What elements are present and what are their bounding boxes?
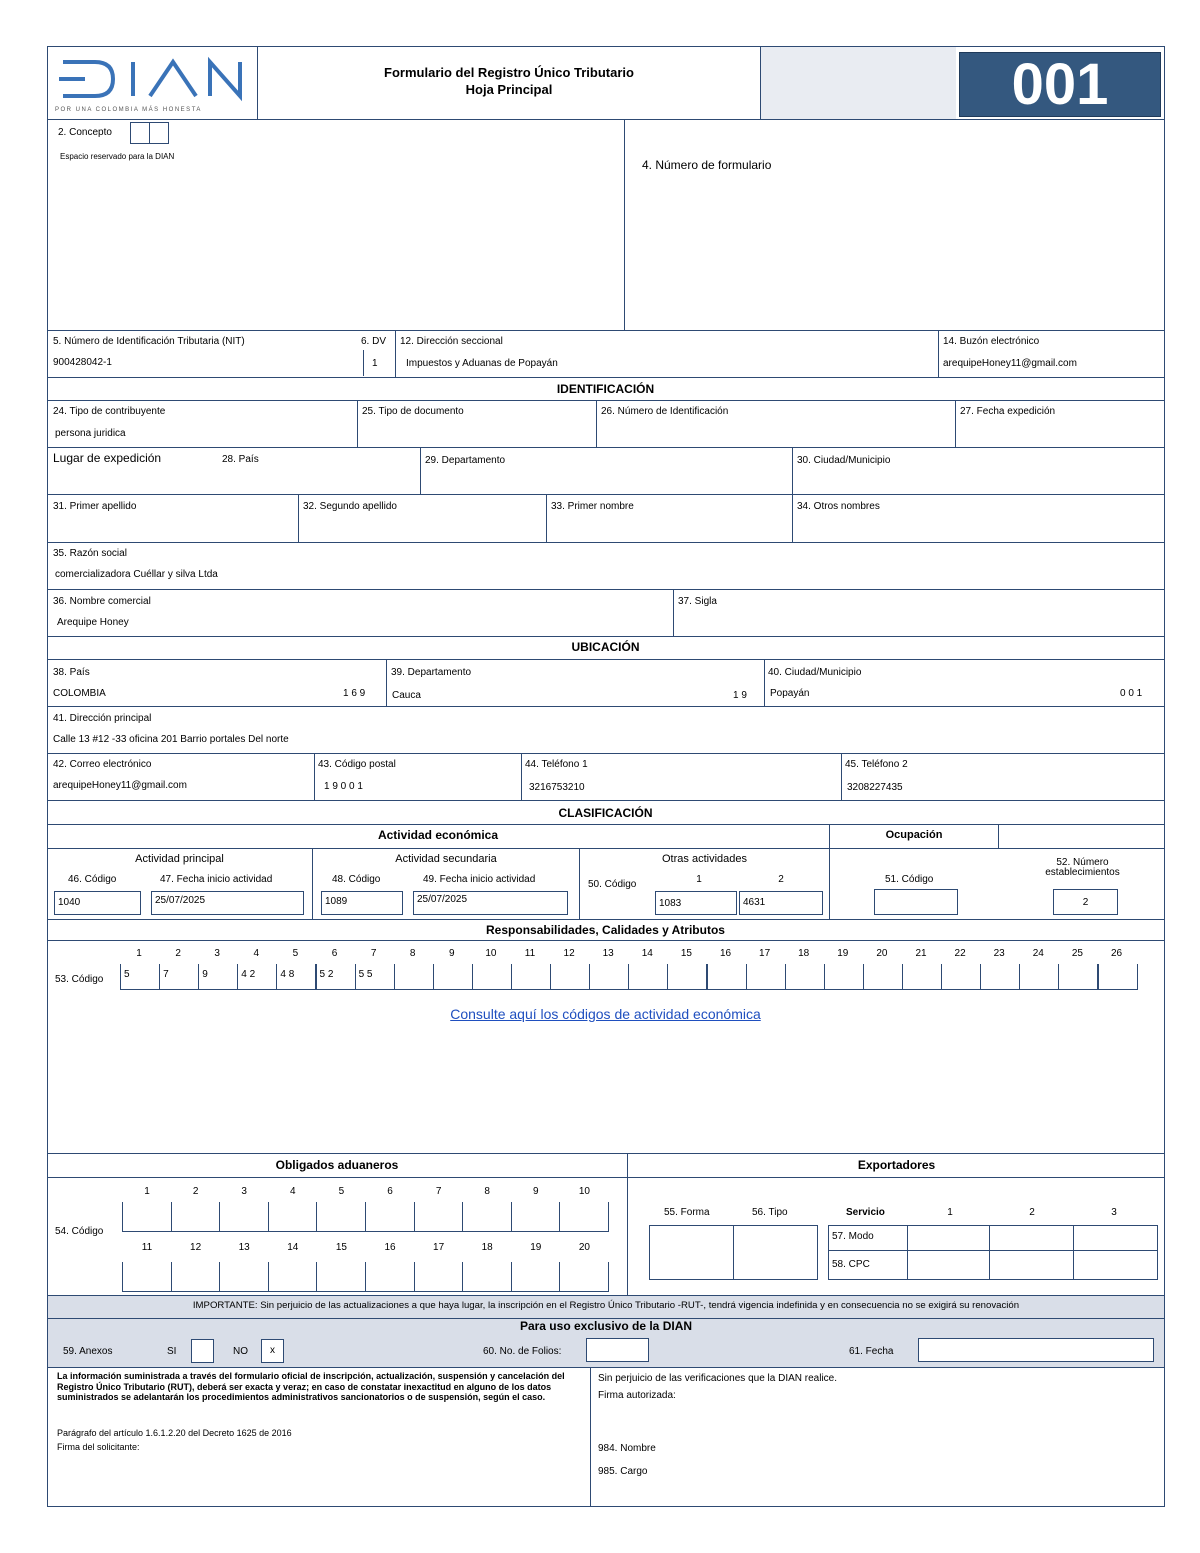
resp-code-20[interactable] — [863, 964, 903, 990]
aduaneros-title: Obligados aduaneros — [275, 1158, 399, 1172]
codigo48-label: 48. Código — [332, 874, 381, 885]
anexos-no-box[interactable] — [261, 1339, 284, 1363]
aduanero-number-4: 4 — [290, 1186, 296, 1197]
resp-code-10[interactable] — [472, 964, 512, 990]
exportadores-title: Exportadores — [857, 1158, 936, 1172]
departamento-code: 1 9 — [733, 690, 747, 701]
consulte-codigos-link[interactable]: Consulte aquí los códigos de actividad económica — [450, 1006, 761, 1022]
codigo51-box[interactable] — [874, 889, 958, 915]
pais-label: 38. País — [53, 667, 90, 678]
otras-codigo-1[interactable]: 1083 — [655, 891, 737, 915]
resp-number-21: 21 — [915, 948, 927, 959]
resp-code-24[interactable] — [1019, 964, 1059, 990]
nombre-comercial-value: Arequipe Honey — [57, 617, 129, 628]
form-number-badge — [959, 52, 1161, 117]
resp-code-26[interactable] — [1098, 964, 1138, 990]
nit-label: 5. Número de Identificación Tributaria (NIT) — [53, 336, 245, 347]
aduanero-code-16[interactable] — [365, 1262, 415, 1292]
firma-autorizada-label: Firma autorizada: — [598, 1390, 676, 1401]
aduanero-number-17: 17 — [433, 1242, 445, 1253]
actividad-economica-title: Actividad económica — [377, 828, 499, 842]
razon-social-value: comercializadora Cuéllar y silva Ltda — [55, 569, 218, 580]
dian-logo-mark — [55, 54, 250, 104]
cpc-label: 58. CPC — [832, 1259, 870, 1270]
resp-code-8[interactable] — [394, 964, 434, 990]
resp-code-7[interactable]: 5 5 — [355, 964, 395, 990]
servicio-num-2: 2 — [1029, 1207, 1035, 1218]
dian-logo — [55, 54, 250, 114]
buzon-label: 14. Buzón electrónico — [943, 336, 1040, 347]
resp-number-8: 8 — [409, 948, 416, 959]
aduanero-number-14: 14 — [287, 1242, 299, 1253]
resp-number-5: 5 — [292, 948, 299, 959]
num-establecimientos-label-2: establecimientos — [1045, 867, 1120, 878]
servicio-num-3: 3 — [1111, 1207, 1117, 1218]
resp-number-12: 12 — [563, 948, 575, 959]
aduanero-number-9: 9 — [533, 1186, 539, 1197]
identificacion-title: IDENTIFICACIÓN — [556, 382, 655, 396]
aduanero-code-13[interactable] — [219, 1262, 269, 1292]
resp-code-18[interactable] — [785, 964, 825, 990]
resp-number-4: 4 — [253, 948, 260, 959]
resp-number-23: 23 — [993, 948, 1005, 959]
pais-value: COLOMBIA — [53, 688, 106, 699]
clasificacion-title: CLASIFICACIÓN — [558, 806, 653, 820]
buzon-value: arequipeHoney11@gmail.com — [943, 358, 1077, 369]
codigo-postal-label: 43. Código postal — [318, 759, 396, 770]
codigo46-label: 46. Código — [68, 874, 117, 885]
resp-code-25[interactable] — [1058, 964, 1098, 990]
otras-num-2: 2 — [778, 874, 784, 885]
ciudad-label: 40. Ciudad/Municipio — [768, 667, 862, 678]
folios-label: 60. No. de Folios: — [483, 1346, 562, 1357]
resp-number-26: 26 — [1110, 948, 1123, 959]
resp-code-6[interactable]: 5 2 — [316, 964, 356, 990]
resp-number-9: 9 — [449, 948, 455, 959]
resp-code-11[interactable] — [511, 964, 551, 990]
forma-box[interactable] — [649, 1225, 734, 1280]
form-number-box — [761, 47, 956, 119]
aduanero-number-1: 1 — [144, 1186, 150, 1197]
resp-code-16[interactable] — [707, 964, 747, 990]
telefono2-value: 3208227435 — [847, 782, 903, 793]
ciudad-exp-label: 30. Ciudad/Municipio — [797, 455, 891, 466]
seccional-label: 12. Dirección seccional — [400, 336, 503, 347]
aduanero-number-13: 13 — [238, 1242, 250, 1253]
aduanero-number-6: 6 — [387, 1186, 393, 1197]
resp-number-14: 14 — [641, 948, 653, 959]
direccion-value: Calle 13 #12 -33 oficina 201 Barrio portales Del norte — [53, 734, 289, 745]
resp-code-3[interactable]: 9 — [198, 964, 238, 990]
direccion-label: 41. Dirección principal — [53, 713, 152, 724]
resp-number-11: 11 — [524, 948, 536, 959]
resp-number-22: 22 — [954, 948, 966, 959]
codigo51-label: 51. Código — [885, 874, 934, 885]
sin-perjuicio-text: Sin perjuicio de las verificaciones que la DIAN realice. — [598, 1373, 838, 1384]
aduanero-number-19: 19 — [530, 1242, 542, 1253]
ciudad-value: Popayán — [770, 688, 810, 699]
si-label: SI — [167, 1346, 177, 1357]
resp-code-19[interactable] — [824, 964, 864, 990]
resp-number-24: 24 — [1032, 948, 1044, 959]
numero-identificacion-label: 26. Número de Identificación — [601, 406, 729, 417]
razon-social-label: 35. Razón social — [53, 548, 127, 559]
modo-cpc-grid — [828, 1225, 1158, 1280]
uso-dian-title: Para uso exclusivo de la DIAN — [519, 1319, 693, 1333]
resp-code-9[interactable] — [433, 964, 473, 990]
fecha-expedicion-label: 27. Fecha expedición — [960, 406, 1056, 417]
aduanero-number-15: 15 — [335, 1242, 347, 1253]
codigo54-label: 54. Código — [55, 1226, 104, 1237]
correo-label: 42. Correo electrónico — [53, 759, 152, 770]
ubicacion-title: UBICACIÓN — [571, 640, 640, 654]
aduanero-number-7: 7 — [435, 1186, 442, 1197]
resp-code-14[interactable] — [628, 964, 668, 990]
info-legal-text: La información suministrada a través del formulario oficial de inscripción, actualización, suspensión y cancelación del Registro Único Tributario (RUT), deberá ser exacta y veraz; en caso de constatar inexactitud en alguno de los datos suministrados se adelantarán los procedimientos administrativos sancionatorios o de suspensión, según el caso. — [57, 1371, 565, 1402]
correo-value: arequipeHoney11@gmail.com — [53, 780, 187, 791]
modo-label: 57. Modo — [832, 1231, 874, 1242]
tipo-documento-label: 25. Tipo de documento — [362, 406, 464, 417]
anexos-si-box[interactable] — [191, 1339, 214, 1363]
aduanero-number-10: 10 — [578, 1186, 590, 1197]
aduanero-code-11[interactable] — [122, 1262, 172, 1292]
cargo-label: 985. Cargo — [598, 1466, 648, 1477]
departamento-exp-label: 29. Departamento — [425, 455, 506, 466]
aduanero-code-19[interactable] — [511, 1262, 561, 1292]
form-subtitle: Hoja Principal — [465, 82, 553, 97]
aduanero-number-16: 16 — [384, 1242, 396, 1253]
resp-number-7: 7 — [370, 948, 377, 959]
aduanero-code-4[interactable] — [268, 1202, 318, 1232]
fecha-box[interactable] — [918, 1338, 1154, 1362]
lugar-expedicion-label: Lugar de expedición — [53, 451, 162, 465]
resp-code-12[interactable] — [550, 964, 590, 990]
resp-number-6: 6 — [331, 948, 338, 959]
resp-number-15: 15 — [680, 948, 692, 959]
codigo53-label: 53. Código — [55, 974, 104, 985]
form-title: Formulario del Registro Único Tributario — [384, 65, 634, 80]
aduanero-number-2: 2 — [192, 1186, 199, 1197]
dv-label: 6. DV — [361, 336, 387, 347]
concepto-label: 2. Concepto — [58, 127, 112, 138]
primer-apellido-label: 31. Primer apellido — [53, 501, 137, 512]
dv-value: 1 — [372, 358, 378, 369]
ciudad-code: 0 0 1 — [1120, 688, 1143, 699]
num-establecimientos-value: 2 — [1082, 897, 1089, 908]
aduanero-number-3: 3 — [241, 1186, 247, 1197]
nit-value: 900428042-1 — [53, 357, 112, 368]
resp-number-16: 16 — [719, 948, 732, 959]
pais-code: 1 6 9 — [343, 688, 366, 699]
aduanero-number-5: 5 — [338, 1186, 345, 1197]
forma-label: 55. Forma — [664, 1207, 710, 1218]
aduanero-code-2[interactable] — [171, 1202, 221, 1232]
aduanero-code-6[interactable] — [365, 1202, 415, 1232]
concepto-box-1[interactable] — [130, 122, 150, 144]
resp-code-23[interactable] — [980, 964, 1020, 990]
otras-actividades-title: Otras actividades — [662, 853, 747, 865]
tipo-box[interactable] — [733, 1225, 818, 1280]
nombre-label: 984. Nombre — [598, 1443, 656, 1454]
sigla-label: 37. Sigla — [678, 596, 717, 607]
paragrafo-text: Parágrafo del artículo 1.6.1.2.20 del Decreto 1625 de 2016 — [57, 1428, 292, 1438]
actividad-secundaria-title: Actividad secundaria — [395, 853, 497, 865]
tipo-contribuyente-value: persona juridica — [55, 428, 126, 439]
aduanero-code-5[interactable] — [316, 1202, 366, 1232]
resp-code-17[interactable] — [746, 964, 786, 990]
departamento-label: 39. Departamento — [391, 667, 472, 678]
aduanero-number-20: 20 — [578, 1242, 590, 1253]
aduanero-code-9[interactable] — [511, 1202, 561, 1232]
resp-code-22[interactable] — [941, 964, 981, 990]
importante-text: IMPORTANTE: Sin perjuicio de las actualizaciones a que haya lugar, la inscripción en el Registro Único Tributario -RUT-, tendrá vigencia indefinida y en consecuencia no se exigirá su renovación — [192, 1300, 1020, 1311]
fecha-label: 61. Fecha — [849, 1346, 894, 1357]
aduanero-code-20[interactable] — [559, 1262, 609, 1292]
anexos-no-mark: x — [270, 1345, 275, 1356]
codigo-postal-value: 1 9 0 0 1 — [324, 781, 363, 792]
primer-nombre-label: 33. Primer nombre — [551, 501, 634, 512]
resp-code-13[interactable] — [589, 964, 629, 990]
anexos-label: 59. Anexos — [63, 1346, 113, 1357]
resp-number-18: 18 — [798, 948, 810, 959]
telefono2-label: 45. Teléfono 2 — [845, 759, 908, 770]
telefono1-value: 3216753210 — [529, 782, 585, 793]
resp-number-13: 13 — [602, 948, 614, 959]
aduanero-number-12: 12 — [190, 1242, 202, 1253]
aduanero-code-14[interactable] — [268, 1262, 318, 1292]
concepto-box-2[interactable] — [149, 122, 169, 144]
resp-number-1: 1 — [136, 948, 142, 959]
responsabilidades-title: Responsabilidades, Calidades y Atributos — [486, 923, 725, 937]
servicio-label: Servicio — [846, 1207, 885, 1218]
resp-code-5[interactable]: 4 8 — [276, 964, 316, 990]
folios-box[interactable] — [586, 1338, 649, 1362]
num-establecimientos-box[interactable] — [1053, 889, 1118, 915]
resp-code-4[interactable]: 4 2 — [237, 964, 277, 990]
tipo-label: 56. Tipo — [752, 1207, 788, 1218]
dian-logo-tagline: POR UNA COLOMBIA MÁS HONESTA — [55, 107, 202, 113]
telefono1-label: 44. Teléfono 1 — [525, 759, 588, 770]
aduanero-code-7[interactable] — [414, 1202, 464, 1232]
resp-code-2[interactable]: 7 — [159, 964, 199, 990]
pais-exp-label: 28. País — [222, 454, 259, 465]
resp-number-17: 17 — [759, 948, 771, 959]
num-establecimientos-label-1: 52. Número — [1056, 857, 1109, 868]
form-number-label: 4. Número de formulario — [642, 158, 772, 172]
otros-nombres-label: 34. Otros nombres — [797, 501, 880, 512]
seccional-value: Impuestos y Aduanas de Popayán — [406, 358, 558, 369]
aduanero-code-3[interactable] — [219, 1202, 269, 1232]
no-label: NO — [233, 1346, 248, 1357]
resp-code-15[interactable] — [667, 964, 707, 990]
servicio-num-1: 1 — [947, 1207, 953, 1218]
aduanero-code-18[interactable] — [462, 1262, 512, 1292]
codigo46-value[interactable]: 1040 — [54, 891, 141, 915]
codigo48-value[interactable]: 1089 — [321, 891, 403, 915]
resp-number-3: 3 — [214, 948, 220, 959]
resp-number-10: 10 — [485, 948, 497, 959]
departamento-value: Cauca — [392, 690, 421, 701]
nombre-comercial-label: 36. Nombre comercial — [53, 596, 151, 607]
fecha49-label: 49. Fecha inicio actividad — [423, 874, 536, 885]
aduanero-number-18: 18 — [481, 1242, 493, 1253]
fecha49-value[interactable]: 25/07/2025 — [413, 891, 568, 915]
resp-number-2: 2 — [175, 948, 181, 959]
aduanero-code-8[interactable] — [462, 1202, 512, 1232]
codigo50-label: 50. Código — [588, 879, 637, 890]
resp-code-21[interactable] — [902, 964, 942, 990]
form-number: 001 — [1011, 52, 1109, 117]
ocupacion-title: Ocupación — [885, 829, 943, 841]
aduanero-code-10[interactable] — [559, 1202, 609, 1232]
aduanero-number-11: 11 — [141, 1242, 153, 1253]
actividad-principal-title: Actividad principal — [135, 853, 224, 865]
reserved-space-label: Espacio reservado para la DIAN — [60, 152, 175, 161]
segundo-apellido-label: 32. Segundo apellido — [303, 501, 397, 512]
firma-solicitante-label: Firma del solicitante: — [57, 1442, 140, 1452]
resp-number-20: 20 — [876, 948, 888, 959]
aduanero-code-15[interactable] — [316, 1262, 366, 1292]
fecha47-value[interactable]: 25/07/2025 — [151, 891, 304, 915]
otras-codigo-2[interactable]: 4631 — [739, 891, 823, 915]
otras-num-1: 1 — [696, 874, 702, 885]
aduanero-code-17[interactable] — [414, 1262, 464, 1292]
tipo-contribuyente-label: 24. Tipo de contribuyente — [53, 406, 166, 417]
aduanero-code-12[interactable] — [171, 1262, 221, 1292]
aduanero-code-1[interactable] — [122, 1202, 172, 1232]
fecha47-label: 47. Fecha inicio actividad — [160, 874, 273, 885]
resp-number-25: 25 — [1071, 948, 1083, 959]
resp-code-1[interactable]: 5 — [120, 964, 160, 990]
aduanero-number-8: 8 — [484, 1186, 490, 1197]
resp-number-19: 19 — [837, 948, 849, 959]
